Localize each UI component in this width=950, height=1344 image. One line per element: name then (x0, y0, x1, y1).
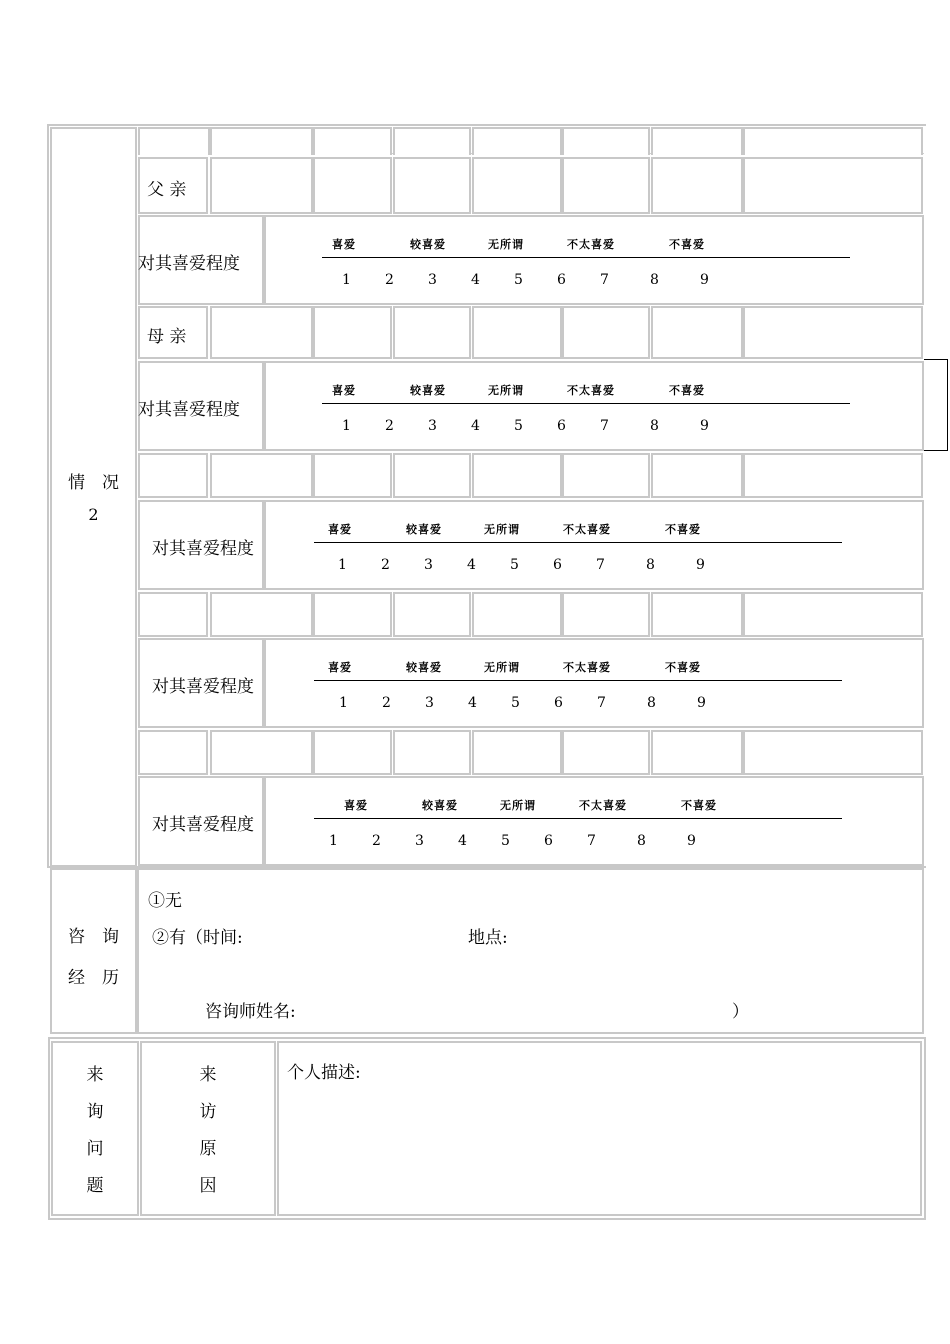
scale-number-3[interactable]: 3 (428, 272, 437, 288)
scale-text-1: 喜爱 (332, 384, 356, 397)
consult-location-label: 地点: (468, 928, 508, 948)
member-row-2-cell-2[interactable] (210, 306, 313, 359)
member-row-4-cell-6[interactable] (562, 592, 650, 637)
top-thin-cell-6 (562, 127, 650, 155)
scale-number-6[interactable]: 6 (557, 418, 566, 434)
scale-line (322, 403, 850, 404)
scale-number-5[interactable]: 5 (501, 833, 510, 849)
scale-line (322, 257, 850, 258)
consult-close-paren: ） (732, 1002, 749, 1022)
member-row-3-cell-3[interactable] (313, 453, 392, 498)
scale-number-5[interactable]: 5 (514, 272, 523, 288)
member-row-5-cell-5[interactable] (472, 730, 562, 775)
member-row-3-cell-6[interactable] (562, 453, 650, 498)
right-bracket-mark (924, 359, 948, 451)
member-row-2-cell-3[interactable] (313, 306, 392, 359)
scale-text-5: 不喜爱 (665, 523, 701, 536)
consult-label-line1: 咨 询 (68, 927, 119, 947)
scale-number-9[interactable]: 9 (696, 557, 705, 573)
member-row-1-cell-8[interactable] (743, 157, 923, 214)
top-thin-cell-3 (313, 127, 392, 155)
scale-text-5: 不喜爱 (669, 384, 705, 397)
scale-number-2[interactable]: 2 (381, 557, 390, 573)
scale-number-8[interactable]: 8 (650, 272, 659, 288)
scale-text-5: 不喜爱 (665, 661, 701, 674)
scale-text-3: 无所谓 (500, 799, 536, 812)
member-row-1-cell-6[interactable] (562, 157, 650, 214)
member-row-1-cell-4[interactable] (393, 157, 471, 214)
member-row-1-cell-2[interactable] (210, 157, 313, 214)
scale-number-8[interactable]: 8 (646, 557, 655, 573)
scale-line (314, 818, 842, 819)
member-row-5-cell-8[interactable] (743, 730, 923, 775)
member-row-2-cell-4[interactable] (393, 306, 471, 359)
scale-number-6[interactable]: 6 (553, 557, 562, 573)
top-thin-cell-7 (651, 127, 743, 155)
scale-text-4: 不太喜爱 (563, 661, 611, 674)
personal-description-cell[interactable] (277, 1041, 922, 1216)
member-row-5-cell-1 (138, 730, 208, 775)
scale-number-4[interactable]: 4 (458, 833, 467, 849)
scale-number-9[interactable]: 9 (700, 418, 709, 434)
member-row-2-cell-6[interactable] (562, 306, 650, 359)
scale-number-9[interactable]: 9 (687, 833, 696, 849)
preference-scale-2[interactable] (322, 382, 850, 442)
scale-text-5: 不喜爱 (669, 238, 705, 251)
member-row-2-cell-5[interactable] (472, 306, 562, 359)
scale-number-7[interactable]: 7 (600, 272, 609, 288)
member-row-3-cell-7[interactable] (651, 453, 743, 498)
visit-reason-char-3: 原 (199, 1139, 217, 1159)
scale-text-1: 喜爱 (344, 799, 368, 812)
scale-text-4: 不太喜爱 (579, 799, 627, 812)
member-row-4-cell-5[interactable] (472, 592, 562, 637)
scale-number-9[interactable]: 9 (697, 695, 706, 711)
scale-number-7[interactable]: 7 (587, 833, 596, 849)
scale-number-5[interactable]: 5 (514, 418, 523, 434)
scale-number-8[interactable]: 8 (650, 418, 659, 434)
scale-text-5: 不喜爱 (681, 799, 717, 812)
scale-number-1[interactable]: 1 (329, 833, 338, 849)
scale-text-2: 较喜爱 (410, 384, 446, 397)
top-thin-cell-5 (472, 127, 562, 155)
scale-number-3[interactable]: 3 (428, 418, 437, 434)
visit-problem-char-4: 题 (86, 1176, 104, 1196)
pref-row-label-3: 对其喜爱程度 (152, 539, 254, 559)
visit-problem-char-2: 询 (86, 1102, 104, 1122)
pref-row-label-5: 对其喜爱程度 (152, 815, 254, 835)
member-row-4-cell-2[interactable] (210, 592, 313, 637)
scale-line (314, 680, 842, 681)
member-row-5-cell-3[interactable] (313, 730, 392, 775)
top-thin-cell-2 (210, 127, 313, 155)
scale-number-5[interactable]: 5 (511, 695, 520, 711)
top-thin-cell-4 (393, 127, 471, 155)
consult-counselor-label: 咨询师姓名: (205, 1002, 296, 1022)
scale-text-1: 喜爱 (328, 523, 352, 536)
scale-text-4: 不太喜爱 (567, 238, 615, 251)
scale-number-3[interactable]: 3 (415, 833, 424, 849)
personal-description-label: 个人描述: (287, 1063, 361, 1083)
scale-number-6[interactable]: 6 (557, 272, 566, 288)
scale-text-3: 无所谓 (484, 661, 520, 674)
scale-number-1[interactable]: 1 (342, 418, 351, 434)
member-row-2-cell-8[interactable] (743, 306, 923, 359)
scale-number-7[interactable]: 7 (597, 695, 606, 711)
scale-number-1[interactable]: 1 (338, 557, 347, 573)
scale-text-2: 较喜爱 (422, 799, 458, 812)
scale-number-5[interactable]: 5 (510, 557, 519, 573)
member-row-3-cell-1 (138, 453, 208, 498)
member-label-1: 父 亲 (147, 179, 187, 200)
scale-number-7[interactable]: 7 (600, 418, 609, 434)
member-row-1-cell-3[interactable] (313, 157, 392, 214)
scale-number-2[interactable]: 2 (372, 833, 381, 849)
member-row-5-cell-6[interactable] (562, 730, 650, 775)
member-row-4-cell-7[interactable] (651, 592, 743, 637)
scale-number-2[interactable]: 2 (385, 272, 394, 288)
visit-reason-char-2: 访 (199, 1102, 217, 1122)
member-row-4-cell-4[interactable] (393, 592, 471, 637)
preference-scale-4[interactable] (318, 659, 846, 719)
pref-row-label-4: 对其喜爱程度 (152, 677, 254, 697)
member-row-1-cell-7[interactable] (651, 157, 743, 214)
member-row-3-cell-5[interactable] (472, 453, 562, 498)
visit-problem-char-3: 问 (86, 1139, 104, 1159)
scale-number-2[interactable]: 2 (382, 695, 391, 711)
member-row-1-cell-5[interactable] (472, 157, 562, 214)
scale-text-3: 无所谓 (484, 523, 520, 536)
visit-problem-label (51, 1057, 139, 1205)
scale-number-8[interactable]: 8 (637, 833, 646, 849)
pref-row-label-1: 对其喜爱程度 (138, 254, 240, 274)
consult-label (50, 922, 137, 988)
consult-option-none: ①无 (148, 891, 182, 911)
consult-option-yes: ②有（时间: (152, 928, 243, 948)
scale-number-4[interactable]: 4 (468, 695, 477, 711)
scale-number-1[interactable]: 1 (342, 272, 351, 288)
member-row-4-cell-8[interactable] (743, 592, 923, 637)
member-row-5-cell-7[interactable] (651, 730, 743, 775)
scale-number-2[interactable]: 2 (385, 418, 394, 434)
scale-number-8[interactable]: 8 (647, 695, 656, 711)
visit-reason-char-4: 因 (199, 1176, 217, 1196)
scale-text-3: 无所谓 (488, 384, 524, 397)
preference-scale-5[interactable] (329, 797, 862, 857)
consult-label-line2: 经 历 (68, 968, 119, 988)
scale-text-1: 喜爱 (332, 238, 356, 251)
scale-number-4[interactable]: 4 (471, 418, 480, 434)
preference-scale-3[interactable] (318, 521, 846, 581)
pref-row-label-2: 对其喜爱程度 (138, 400, 240, 420)
visit-problem-char-1: 来 (86, 1065, 104, 1085)
situation-label-line2: 2 (88, 505, 99, 524)
scale-number-9[interactable]: 9 (700, 272, 709, 288)
preference-scale-1[interactable] (322, 236, 850, 296)
scale-number-4[interactable]: 4 (467, 557, 476, 573)
scale-number-4[interactable]: 4 (471, 272, 480, 288)
scale-text-2: 较喜爱 (406, 661, 442, 674)
scale-text-2: 较喜爱 (406, 523, 442, 536)
member-row-4-cell-3[interactable] (313, 592, 392, 637)
member-row-3-cell-8[interactable] (743, 453, 923, 498)
scale-text-3: 无所谓 (488, 238, 524, 251)
member-row-3-cell-4[interactable] (393, 453, 471, 498)
scale-text-1: 喜爱 (328, 661, 352, 674)
scale-text-4: 不太喜爱 (563, 523, 611, 536)
scale-number-6[interactable]: 6 (544, 833, 553, 849)
member-label-2: 母 亲 (147, 326, 187, 347)
member-row-3-cell-2[interactable] (210, 453, 313, 498)
scale-text-4: 不太喜爱 (567, 384, 615, 397)
situation-label-line1: 情 况 (68, 473, 119, 493)
situation-label (50, 468, 137, 524)
top-thin-cell-1 (138, 127, 210, 155)
scale-number-3[interactable]: 3 (424, 557, 433, 573)
scale-number-7[interactable]: 7 (596, 557, 605, 573)
member-row-2-cell-7[interactable] (651, 306, 743, 359)
visit-reason-label (140, 1057, 276, 1205)
scale-line (314, 542, 842, 543)
top-thin-cell-8 (743, 127, 923, 155)
scale-text-2: 较喜爱 (410, 238, 446, 251)
scale-number-1[interactable]: 1 (339, 695, 348, 711)
scale-number-3[interactable]: 3 (425, 695, 434, 711)
member-row-4-cell-1 (138, 592, 208, 637)
member-row-5-cell-2[interactable] (210, 730, 313, 775)
member-row-5-cell-4[interactable] (393, 730, 471, 775)
scale-number-6[interactable]: 6 (554, 695, 563, 711)
visit-reason-char-1: 来 (199, 1065, 217, 1085)
